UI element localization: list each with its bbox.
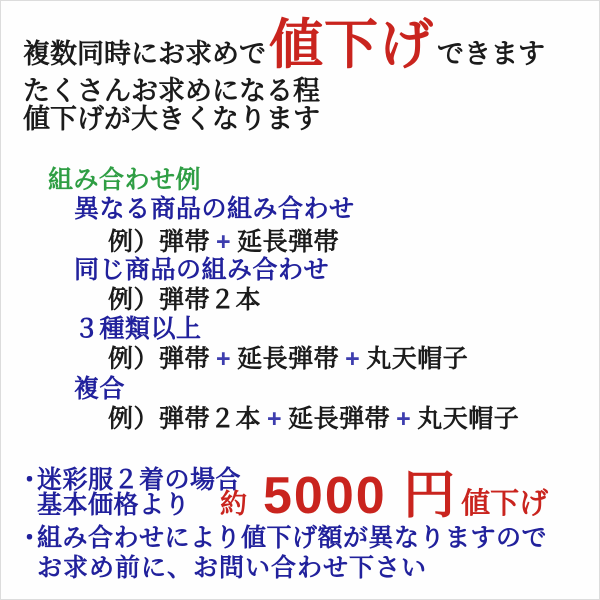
example-part: 丸天帽子 [366,345,469,373]
example-part: 延長弾帯 [237,228,340,256]
header-line-1 [23,17,545,74]
note1-line1: 迷彩服２着の場合 [37,466,242,494]
example-part: 弾帯 [159,345,211,373]
discount-highlight: 値下げ [269,15,434,75]
example-part: 丸天帽子 [417,405,520,433]
approx-label: 約 [220,489,248,519]
plus-sign: + [345,345,361,373]
combo-heading-mixed: 複合 [74,375,126,403]
plus-sign: + [216,228,232,256]
example-part: 弾帯２本 [159,405,262,433]
combo-example-3 [108,346,468,372]
example-label: 例） [108,228,160,256]
example-label: 例） [108,345,160,373]
combo-example-4 [108,406,519,432]
header-line1-suffix: できます [437,39,545,69]
bullet-icon: ・ [17,466,43,494]
combo-heading-same-items: 同じ商品の組み合わせ [74,256,330,284]
example-part: 延長弾帯 [288,405,391,433]
example-part: 弾帯 [159,228,211,256]
discount-amount: 5000 円 [263,467,458,525]
plus-sign: + [216,345,232,373]
combo-heading-different-items: 異なる商品の組み合わせ [74,195,355,223]
header-line-2: たくさんお求めになる程 [23,76,320,106]
plus-sign: + [396,405,412,433]
header-line1-prefix: 複数同時にお求めで [23,39,266,69]
bullet-icon: ・ [17,524,43,552]
combo-heading-three-or-more: ３種類以上 [74,315,202,343]
combo-example-2 [108,287,261,313]
combinations-title: 組み合わせ例 [48,166,202,194]
note1-line2-prefix: 基本価格より [37,491,191,519]
note2-line2: お求め前に、お問い合わせ下さい [37,554,428,582]
plus-sign: + [267,405,283,433]
note2-line1: 組み合わせにより値下げ額が異なりますので [37,524,548,552]
note1-line2 [37,466,549,525]
combo-example-1 [108,229,339,255]
example-part: 延長弾帯 [237,345,340,373]
header-line-3: 値下げが大きくなります [23,104,320,134]
example-label: 例） [108,405,160,433]
example-label: 例） [108,286,160,314]
example-part: 弾帯２本 [159,286,262,314]
discount-suffix: 値下げ [461,488,549,520]
